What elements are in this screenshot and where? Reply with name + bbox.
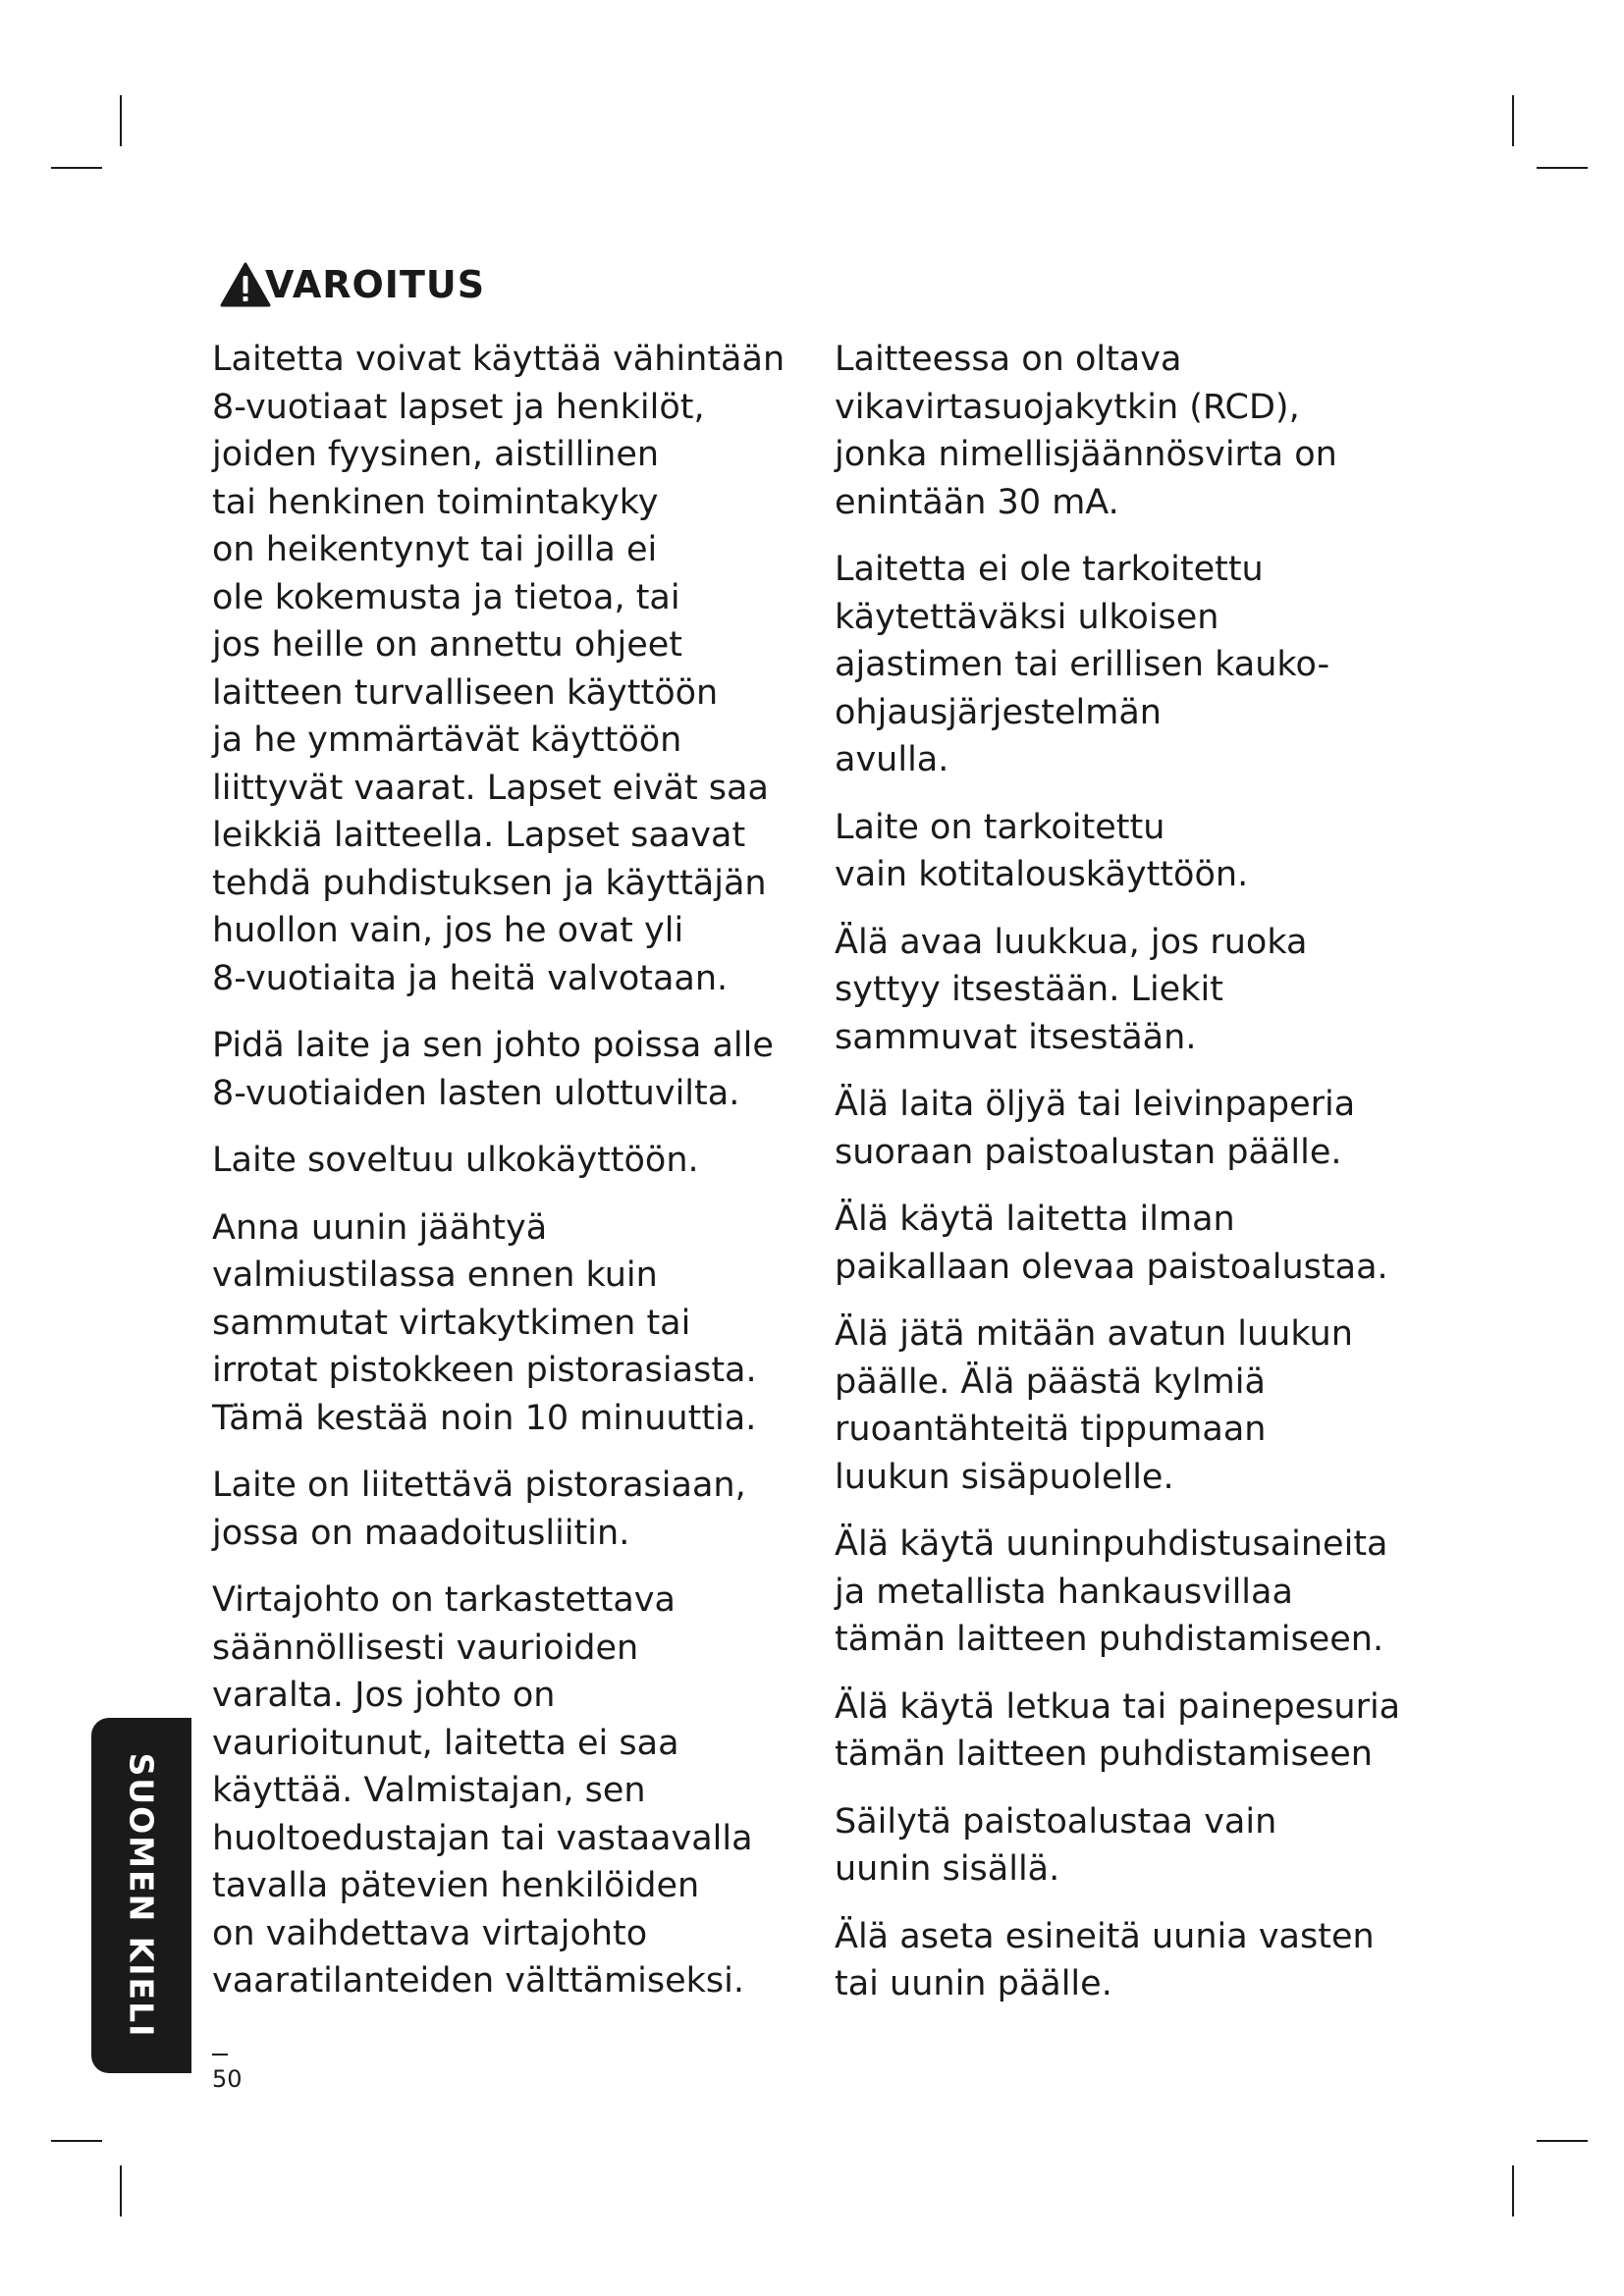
paragraph: Älä laita öljyä tai leivinpaperia suoraan paistoalustan päälle. — [835, 1085, 1356, 1172]
crop-mark-top-right-horizontal — [1537, 167, 1588, 169]
right-column — [835, 336, 1424, 2028]
page-number: 50 — [212, 2065, 243, 2093]
paragraph: Älä käytä laitetta ilman paikallaan olevaa paistoalustaa. — [835, 1200, 1388, 1287]
paragraph: Pidä laite ja sen johto poissa alle 8-vuotiaiden lasten ulottuvilta. — [212, 1026, 774, 1113]
language-side-tab — [91, 1718, 191, 2073]
crop-mark-top-left-horizontal — [51, 167, 102, 169]
paragraph: Laitetta ei ole tarkoitettu käytettäväksi ulkoisen ajastimen tai erillisen kauko- ohjausjärjestelmän avulla. — [835, 550, 1330, 779]
paragraph: Älä käytä letkua tai painepesuria tämän laitteen puhdistamiseen — [835, 1686, 1401, 1774]
heading-title: VAROITUS — [265, 263, 486, 306]
left-column — [212, 336, 801, 2025]
crop-mark-bottom-right-vertical — [1512, 2165, 1514, 2216]
paragraph: Laitteessa on oltava vikavirtasuojakytkin (RCD), jonka nimellisjäännösvirta on enintään 30 mA. — [835, 340, 1337, 522]
warning-heading — [220, 257, 485, 312]
paragraph: Virtajohto on tarkastettava säännöllisesti vaurioiden varalta. Jos johto on vaurioitunut, laitetta ei saa käyttää. Valmistajan, sen huoltoedustajan tai vastaavalla tavalla pätevien henkilöiden on vaihdettava virtajohto vaaratilanteiden välttämiseksi. — [212, 1580, 753, 2001]
paragraph: Älä aseta esineitä uunia vasten tai uunin päälle. — [835, 1916, 1375, 2003]
crop-mark-bottom-left-horizontal — [51, 2140, 102, 2142]
paragraph: Laite on liitettävä pistorasiaan, jossa on maadoitusliitin. — [212, 1466, 746, 1553]
paragraph: Laite on tarkoitettu vain kotitalouskäyttöön. — [835, 807, 1249, 894]
crop-mark-bottom-right-horizontal — [1537, 2140, 1588, 2142]
paragraph: Anna uunin jäähtyä valmiustilassa ennen kuin sammutat virtakytkimen tai irrotat pistokkeen pistorasiasta. Tämä kestää noin 10 minuuttia. — [212, 1207, 757, 1438]
language-tab-label: SUOMEN KIELI — [122, 1752, 161, 2039]
crop-mark-top-right-vertical — [1512, 95, 1514, 146]
paragraph: Älä käytä uuninpuhdistusaineita ja metallista hankausvillaa tämän laitteen puhdistamiseen. — [835, 1524, 1388, 1659]
paragraph: Älä avaa luukkua, jos ruoka syttyy itsestään. Liekit sammuvat itsestään. — [835, 922, 1308, 1057]
paragraph: Älä jätä mitään avatun luukun päälle. Älä päästä kylmiä ruoantähteitä tippumaan luukun sisäpuolelle. — [835, 1314, 1353, 1497]
paragraph: Säilytä paistoalustaa vain uunin sisällä. — [835, 1801, 1277, 1889]
crop-mark-top-left-vertical — [120, 95, 122, 146]
warning-triangle-icon — [220, 261, 271, 308]
crop-mark-bottom-left-vertical — [120, 2165, 122, 2216]
paragraph: Laitetta voivat käyttää vähintään 8-vuotiaat lapset ja henkilöt, joiden fyysinen, aistillinen tai henkinen toimintakyky on heikentynyt tai joilla ei ole kokemusta ja tietoa, tai jos heille on annettu ohjeet laitteen turvalliseen käyttöön ja he ymmärtävät käyttöön liittyvät vaarat. Lapset eivät saa leikkiä laitteella. Lapset saavat tehdä puhdistuksen ja käyttäjän huollon vain, jos he ovat yli 8-vuotiaita ja heitä valvotaan. — [212, 340, 785, 998]
paragraph: Laite soveltuu ulkokäyttöön. — [212, 1141, 699, 1180]
page-number-dash — [212, 2054, 228, 2056]
